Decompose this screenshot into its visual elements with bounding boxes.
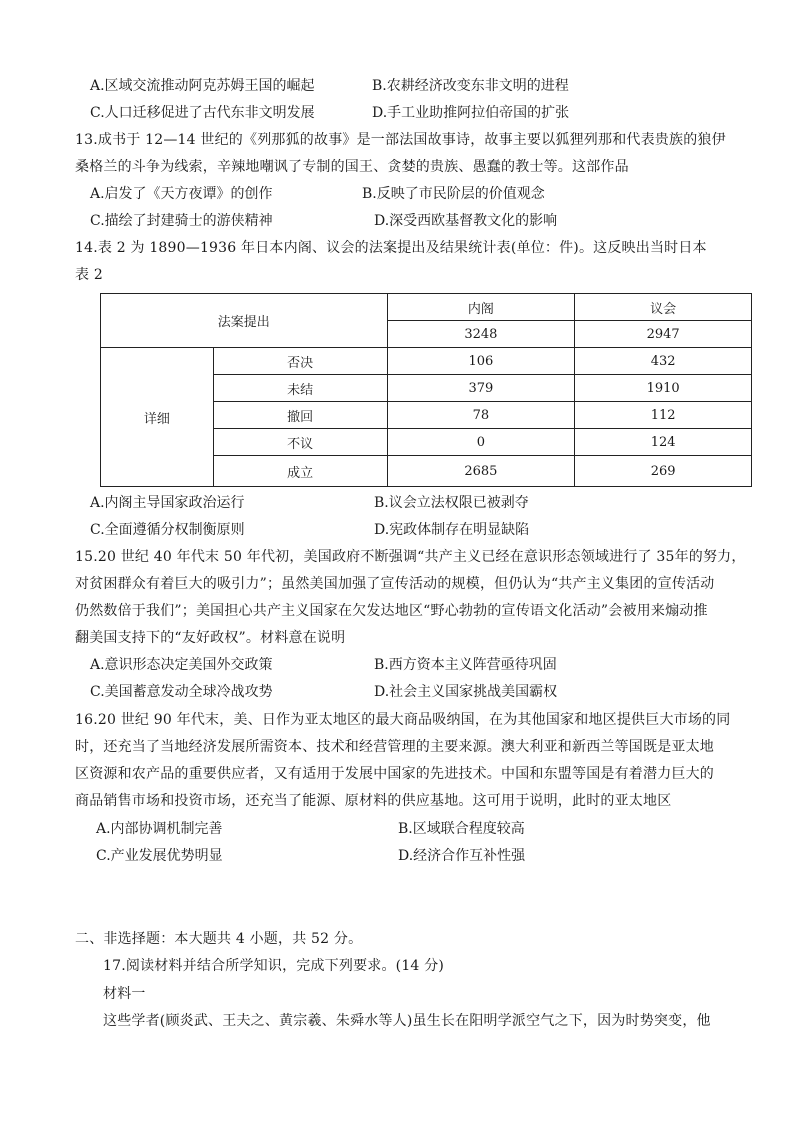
q15-stem-line-1: 15.20 世纪 40 年代末 50 年代初，美国政府不断强调“共产主义已经在意识形态领域进行了 35年的努力， bbox=[75, 549, 746, 565]
q14-option-a: A.内阁主导国家政治运行 bbox=[90, 495, 245, 511]
q15-option-a: A.意识形态决定美国外交政策 bbox=[90, 657, 273, 673]
table-cell: 112 bbox=[575, 402, 752, 429]
q15-option-d: D.社会主义国家挑战美国霸权 bbox=[374, 684, 558, 700]
q16-stem-line-3: 区资源和农产品的重要供应者，又有适用于发展中国家的先进技术。中国和东盟等国是有着潜力巨大的 bbox=[75, 766, 714, 782]
q15-stem-line-2: 对贫困群众有着巨大的吸引力”；虽然美国加强了宣传活动的规模，但仍认为“共产主义集团的宣传活动 bbox=[75, 576, 715, 592]
table-col-header-parliament: 议会 bbox=[575, 294, 752, 321]
table-row-label: 不议 bbox=[213, 429, 387, 456]
table-total-parliament: 2947 bbox=[575, 321, 752, 348]
table-col-header-cabinet: 内阁 bbox=[387, 294, 575, 321]
table-cell: 2685 bbox=[387, 456, 575, 487]
q16-option-a: A.内部协调机制完善 bbox=[96, 821, 223, 837]
q14-option-b: B.议会立法权限已被剥夺 bbox=[374, 495, 529, 511]
section-heading: 二、非选择题：本大题共 4 小题，共 52 分。 bbox=[75, 931, 363, 947]
q14-option-c: C.全面遵循分权制衡原则 bbox=[90, 522, 245, 538]
q15-stem-line-4: 翻美国支持下的“友好政权”。材料意在说明 bbox=[75, 630, 346, 646]
table-row-label: 撤回 bbox=[213, 402, 387, 429]
table-cell: 0 bbox=[387, 429, 575, 456]
q14-stem-line-1: 14.表 2 为 1890—1936 年日本内阁、议会的法案提出及结果统计表(单位：件)。这反映出当时日本 bbox=[75, 240, 707, 256]
q17-stem: 17.阅读材料并结合所学知识，完成下列要求。(14 分) bbox=[103, 958, 445, 974]
table-row-label: 成立 bbox=[213, 456, 387, 487]
q16-option-c: C.产业发展优势明显 bbox=[96, 848, 223, 864]
table-cell: 379 bbox=[387, 375, 575, 402]
q16-stem-line-4: 商品销售市场和投资市场，还充当了能源、原材料的供应基地。这可用于说明，此时的亚太地区 bbox=[75, 793, 672, 809]
table-cell: 106 bbox=[387, 348, 575, 375]
q15-option-b: B.西方资本主义阵营亟待巩固 bbox=[374, 657, 557, 673]
q16-option-b: B.区域联合程度较高 bbox=[398, 821, 525, 837]
table-detail-label: 详细 bbox=[101, 348, 214, 487]
table-caption: 表 2 bbox=[75, 267, 103, 283]
q13-stem-line-2: 桑格兰的斗争为线索，辛辣地嘲讽了专制的国王、贪婪的贵族、愚蠢的教士等。这部作品 bbox=[75, 159, 629, 175]
q13-option-c: C.描绘了封建骑士的游侠精神 bbox=[90, 213, 273, 229]
table-cell: 1910 bbox=[575, 375, 752, 402]
q13-option-a: A.启发了《天方夜谭》的创作 bbox=[90, 186, 273, 202]
q13-stem-line-1: 13.成书于 12—14 世纪的《列那狐的故事》是一部法国故事诗，故事主要以狐狸列那和代表贵族的狼伊 bbox=[75, 132, 726, 148]
table-cell: 124 bbox=[575, 429, 752, 456]
table-row bbox=[101, 348, 752, 375]
q12-option-d: D.手工业助推阿拉伯帝国的扩张 bbox=[372, 105, 570, 121]
q13-option-b: B.反映了市民阶层的价值观念 bbox=[362, 186, 545, 202]
table-row-label: 未结 bbox=[213, 375, 387, 402]
material-text-line-1: 这些学者(顾炎武、王夫之、黄宗羲、朱舜水等人)虽生长在阳明学派空气之下，因为时势突变，他 bbox=[103, 1013, 711, 1029]
table-cell: 432 bbox=[575, 348, 752, 375]
table-row-label: 否决 bbox=[213, 348, 387, 375]
q16-option-d: D.经济合作互补性强 bbox=[398, 848, 526, 864]
q15-option-c: C.美国蓄意发动全球冷战攻势 bbox=[90, 684, 273, 700]
q13-option-d: D.深受西欧基督教文化的影响 bbox=[374, 213, 558, 229]
q15-stem-line-3: 仍然数倍于我们”；美国担心共产主义国家在欠发达地区“野心勃勃的宣传语文化活动”会被用来煽动推 bbox=[75, 603, 708, 619]
statistics-table bbox=[100, 293, 752, 487]
q12-option-c: C.人口迁移促进了古代东非文明发展 bbox=[90, 105, 315, 121]
table-total-cabinet: 3248 bbox=[387, 321, 575, 348]
q12-option-a: A.区域交流推动阿克苏姆王国的崛起 bbox=[90, 78, 315, 94]
q12-option-b: B.农耕经济改变东非文明的进程 bbox=[372, 78, 569, 94]
table-cell: 269 bbox=[575, 456, 752, 487]
table-header-label: 法案提出 bbox=[101, 294, 388, 348]
q14-option-d: D.宪政体制存在明显缺陷 bbox=[374, 522, 530, 538]
q16-stem-line-1: 16.20 世纪 90 年代末，美、日作为亚太地区的最大商品吸纳国，在为其他国家和地区提供巨大市场的同 bbox=[75, 712, 731, 728]
table-cell: 78 bbox=[387, 402, 575, 429]
material-label: 材料一 bbox=[103, 986, 146, 1002]
q16-stem-line-2: 时，还充当了当地经济发展所需资本、技术和经营管理的主要来源。澳大利亚和新西兰等国既是亚太地 bbox=[75, 739, 714, 755]
